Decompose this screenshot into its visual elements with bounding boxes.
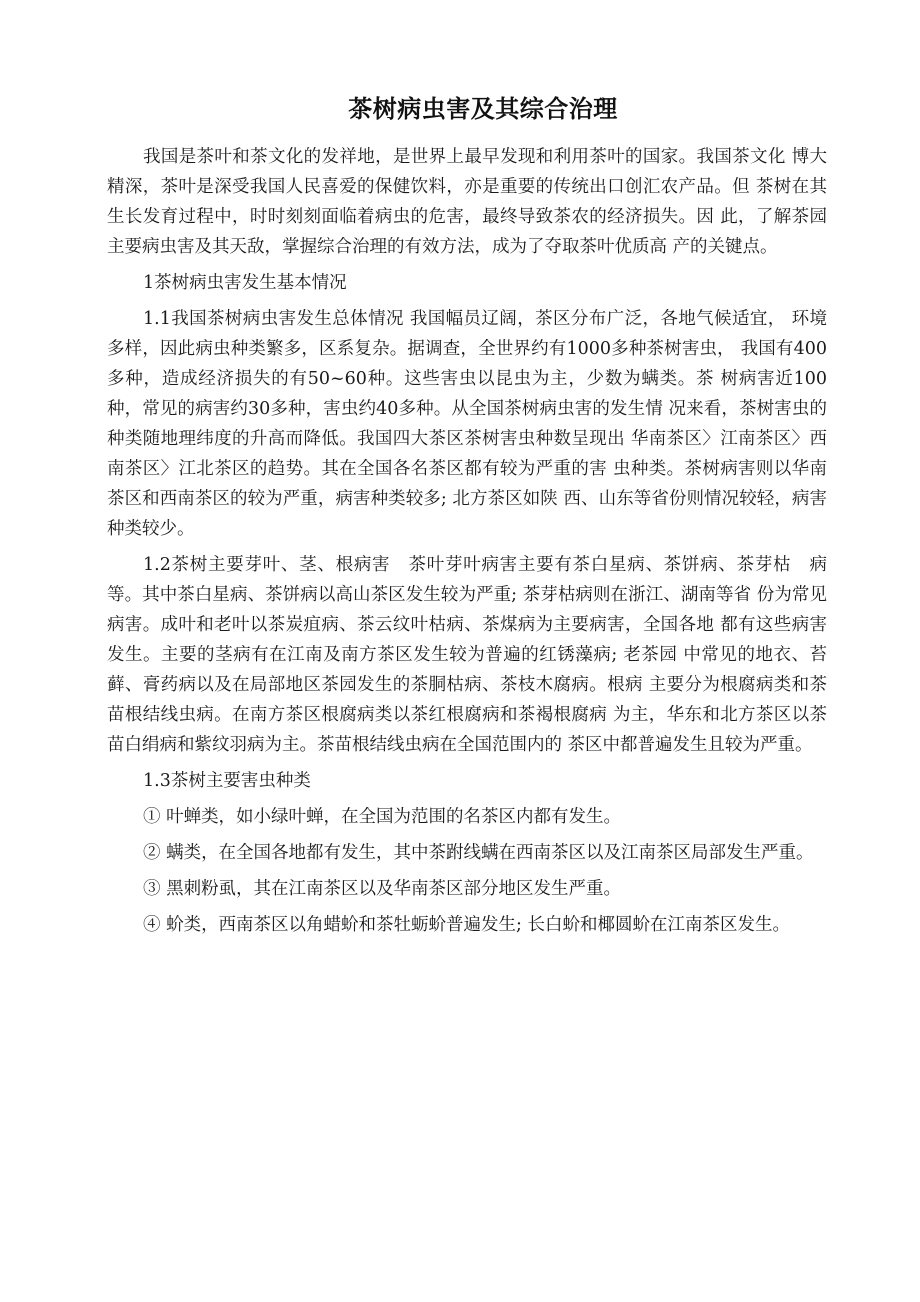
pest-list-item: ① 叶蝉类，如小绿叶蝉，在全国为范围的名茶区内都有发生。 <box>143 807 622 827</box>
section-heading-1-3: 1.3茶树主要害虫种类 <box>143 771 311 791</box>
intro-paragraph: 我国是茶叶和茶文化的发祥地，是世界上最早发现和利用茶叶的国家。我国茶文化 博大精深，茶叶是深受我国人民喜爱的保健饮料，亦是重要的传统出口创汇农产品。但 茶树在其生长发育过程中，时时刻刻面临着病虫的危害，最终导致茶农的经济损失。因 此，了解茶园主要病虫害及其天敌，掌握综合治理的有效方法，成为了夺取茶叶优质高 产的关键点。 <box>107 147 827 257</box>
document-title: 茶树病虫害及其综合治理 <box>348 95 618 123</box>
pest-list-item: ③ 黑刺粉虱，其在江南茶区以及华南茶区部分地区发生严重。 <box>143 879 622 899</box>
section-heading-1: 1茶树病虫害发生基本情况 <box>143 273 347 293</box>
pest-list-item: ④ 蚧类，西南茶区以角蜡蚧和茶牡蛎蚧普遍发生; 长白蚧和椰圆蚧在江南茶区发生。 <box>143 915 791 935</box>
section-1-1-paragraph: 1.1我国茶树病虫害发生总体情况 我国幅员辽阔，茶区分布广泛，各地气候适宜， 环境多样，因此病虫种类繁多，区系复杂。据调查，全世界约有1000多种茶树害虫， 我国有400多种，造成经济损失的有50~60种。这些害虫以昆虫为主，少数为螨类。茶 树病害近100种，常见的病害约30多种，害虫约40多种。从全国茶树病虫害的发生情 况来看，茶树害虫的种类随地理纬度的升高而降低。我国四大茶区茶树害虫种数呈现出 华南茶区〉江南茶区〉西南茶区〉江北茶区的趋势。其在全国各名茶区都有较为严重的害 虫种类。茶树病害则以华南茶区和西南茶区的较为严重，病害种类较多; 北方茶区如陕 西、山东等省份则情况较轻，病害种类较少。 <box>107 309 827 539</box>
document-body <box>107 142 827 946</box>
section-1-2-paragraph: 1.2茶树主要芽叶、茎、根病害 茶叶芽叶病害主要有茶白星病、茶饼病、茶芽枯 病等。其中茶白星病、茶饼病以高山茶区发生较为严重; 茶芽枯病则在浙江、湖南等省 份为常见病害。成叶和老叶以茶炭疽病、茶云纹叶枯病、茶煤病为主要病害，全国各地 都有这些病害发生。主要的茎病有在江南及南方茶区发生较为普遍的红锈藻病; 老茶园 中常见的地衣、苔藓、膏药病以及在局部地区茶园发生的茶胴枯病、茶枝木腐病。根病 主要分为根腐病类和茶苗根结线虫病。在南方茶区根腐病类以茶红根腐病和茶褐根腐病 为主，华东和北方茶区以茶苗白绢病和紫纹羽病为主。茶苗根结线虫病在全国范围内的 茶区中都普遍发生且较为严重。 <box>107 555 827 755</box>
pest-list-item: ② 螨类，在全国各地都有发生，其中茶跗线螨在西南茶区以及江南茶区局部发生严重。 <box>143 843 814 863</box>
